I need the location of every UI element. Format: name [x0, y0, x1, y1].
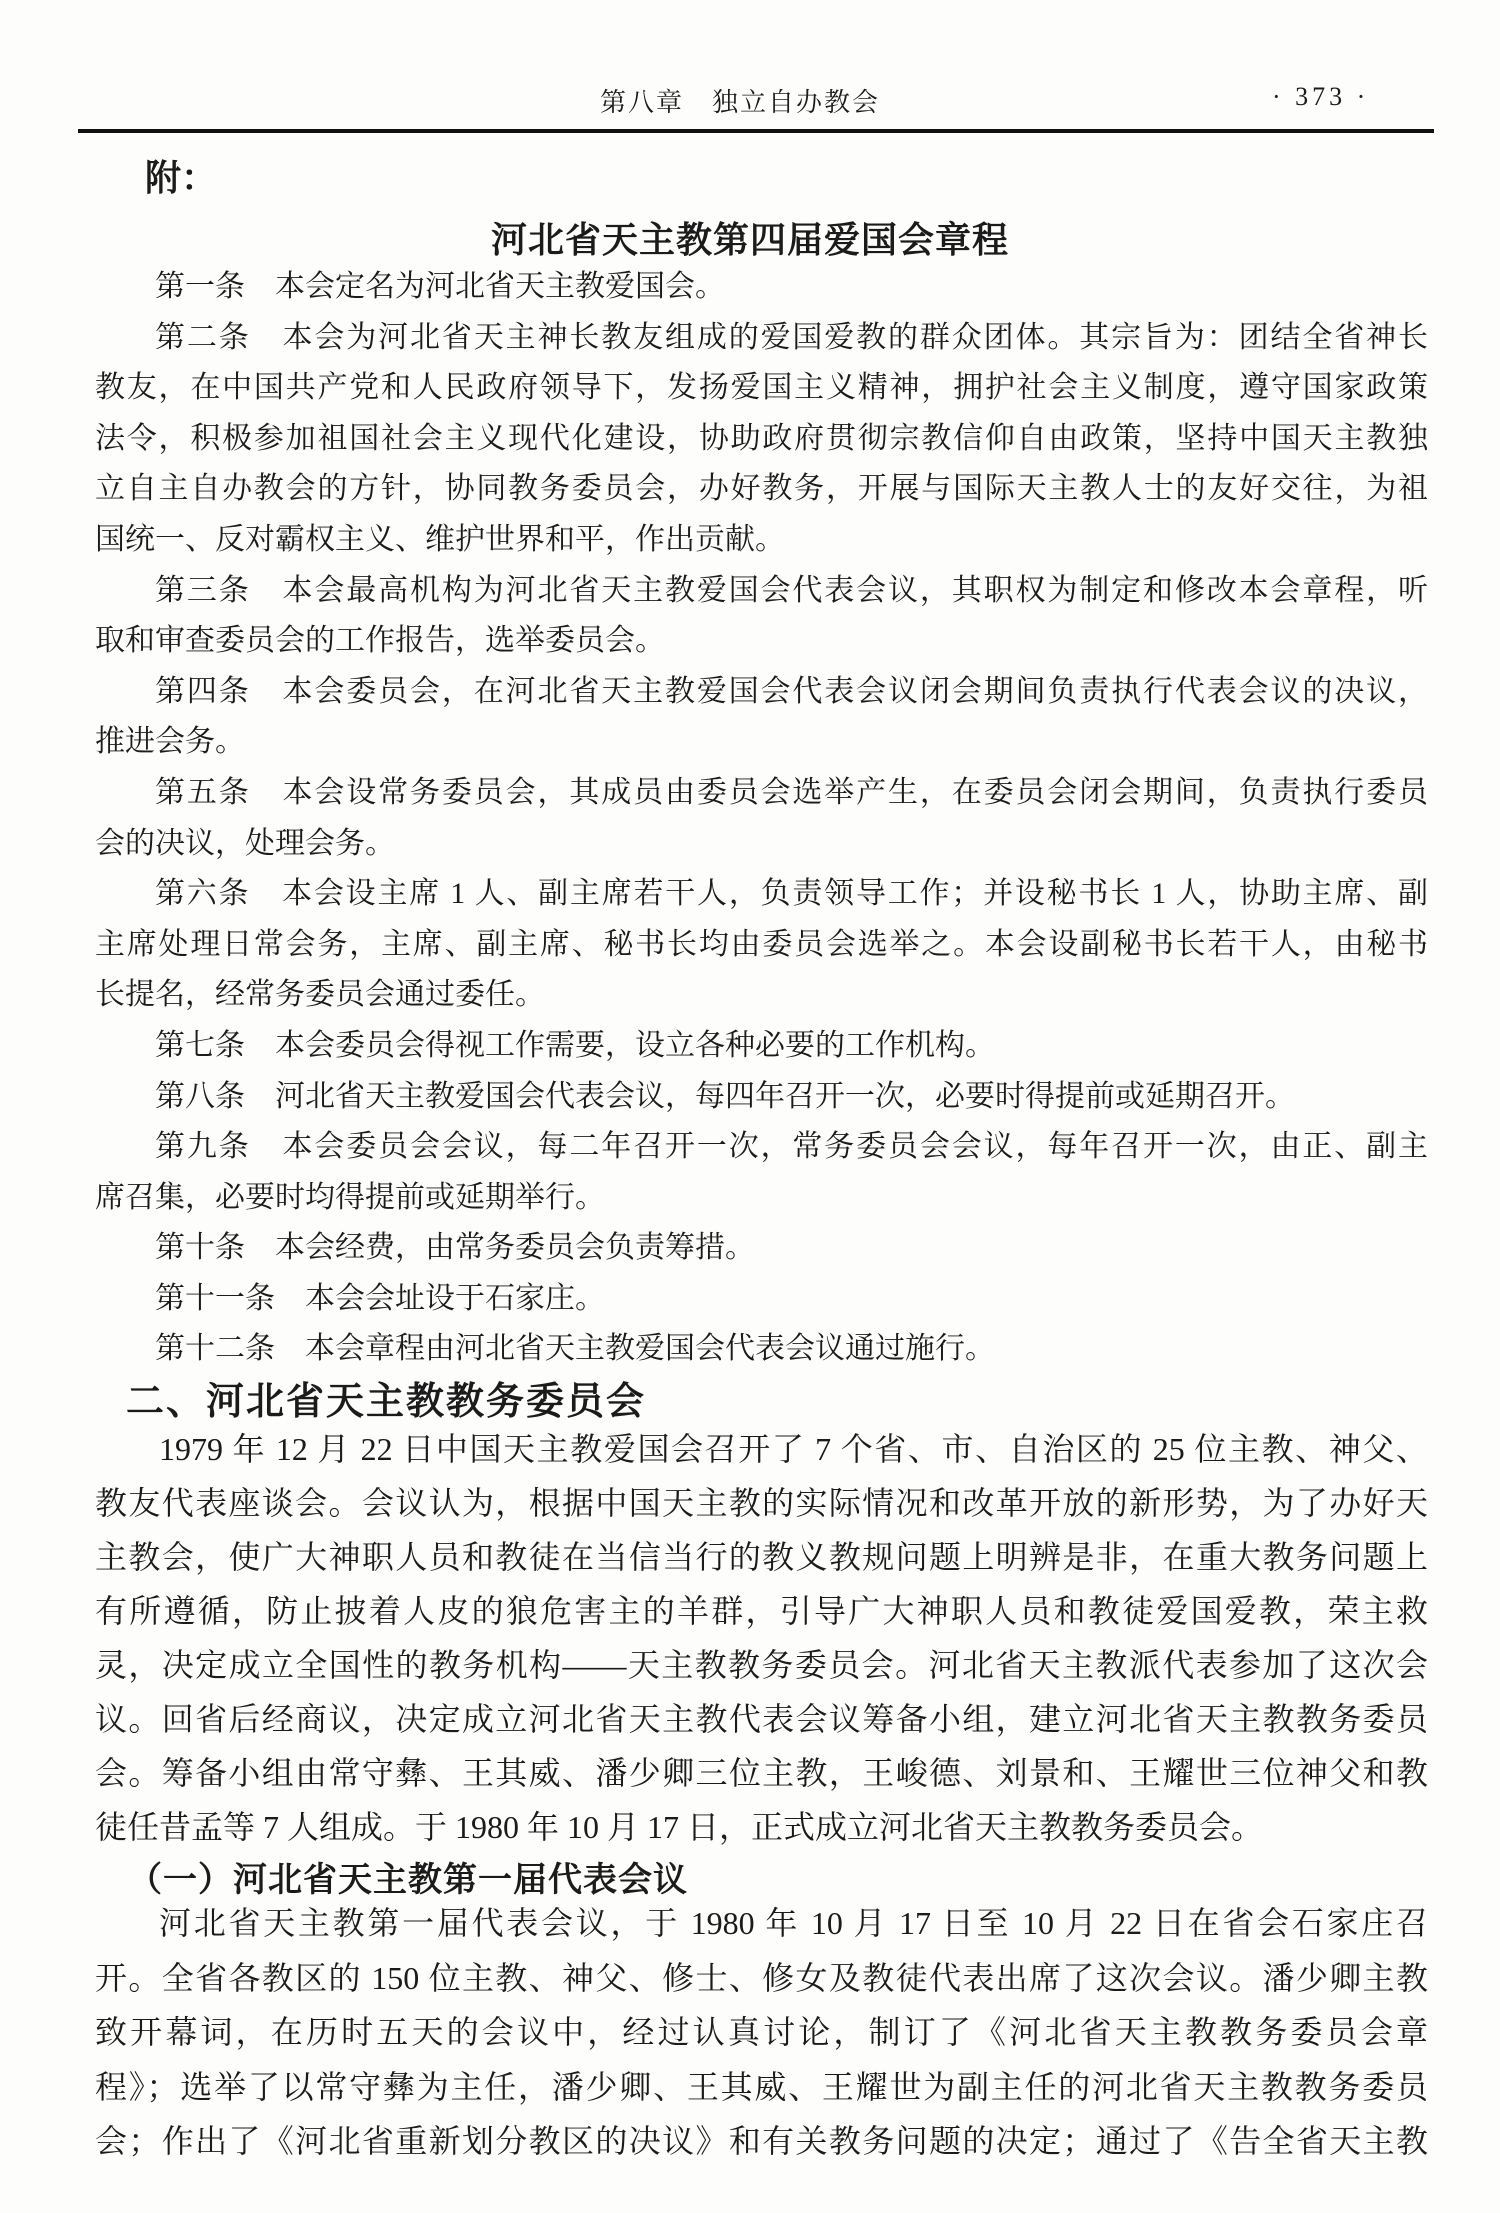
text-line: 取和审查委员会的工作报告，选举委员会。 — [95, 624, 665, 658]
text-line: 开。全省各教区的 150 位主教、神父、修士、修女及教徒代表出席了这次会议。潘少卿主教 — [95, 1959, 1428, 1996]
text-line: 第四条 本会委员会，在河北省天主教爱国会代表会议闭会期间负责执行代表会议的决议， — [155, 674, 1428, 708]
text-line: 第二条 本会为河北省天主神长教友组成的爱国爱教的群众团体。其宗旨为：团结全省神长 — [155, 320, 1428, 354]
section2-body — [95, 1422, 1428, 1854]
charter-title: 河北省天主教第四届爱国会章程 — [490, 219, 1009, 260]
text-line: 会；作出了《河北省重新划分教区的决议》和有关教务问题的决定；通过了《告全省天主教 — [95, 2123, 1428, 2159]
page-number: · 373 · — [1272, 82, 1370, 111]
text-line: 教友，在中国共产党和人民政府领导下，发扬爱国主义精神，拥护社会主义制度，遵守国家政策 — [95, 371, 1428, 405]
text-line: 第八条 河北省天主教爱国会代表会议，每四年召开一次，必要时得提前或延期召开。 — [155, 1079, 1295, 1113]
running-head-chapter: 第八章 独立自办教会 — [600, 88, 881, 117]
text-line: 第一条 本会定名为河北省天主教爱国会。 — [155, 270, 725, 303]
text-line: 第五条 本会设常务委员会，其成员由委员会选举产生，在委员会闭会期间，负责执行委员 — [155, 775, 1428, 809]
text-line: 议。回省后经商议，决定成立河北省天主教代表会议筹备小组，建立河北省天主教教务委员 — [95, 1701, 1428, 1737]
header-rule — [78, 129, 1434, 133]
text-line: 第十条 本会经费，由常务委员会负责筹措。 — [155, 1231, 755, 1265]
text-line: 河北省天主教第一届代表会议，于 1980 年 10 月 17 日至 10 月 22 日在省会石家庄召 — [159, 1905, 1428, 1941]
text-line: 第十一条 本会会址设于石家庄。 — [155, 1281, 605, 1315]
text-line: 有所遵循，防止披着人皮的狼危害主的羊群，引导广大神职人员和教徒爱国爱教，荣主救 — [95, 1593, 1428, 1629]
text-line: 教友代表座谈会。会议认为，根据中国天主教的实际情况和改革开放的新形势，为了办好天 — [95, 1485, 1428, 1521]
text-line: 1979 年 12 月 22 日中国天主教爱国会召开了 7 个省、市、自治区的 25 位主教、神父、 — [159, 1431, 1428, 1467]
text-line: 国统一、反对霸权主义、维护世界和平，作出贡献。 — [95, 522, 785, 556]
text-line: 会的决议，处理会务。 — [95, 826, 395, 860]
text-line: 灵，决定成立全国性的教务机构——天主教教务委员会。河北省天主教派代表参加了这次会 — [95, 1647, 1428, 1683]
subsection-heading-first-congress: （一）河北省天主教第一届代表会议 — [128, 1861, 688, 1899]
section-heading-jiaowu-committee: 二、河北省天主教教务委员会 — [126, 1381, 647, 1423]
text-line: 长提名，经常务委员会通过委任。 — [95, 978, 545, 1012]
text-line: 主教会，使广大神职人员和教徒在当信当行的教义教规问题上明辨是非，在重大教务问题上 — [95, 1539, 1428, 1575]
text-line: 致开幕词，在历时五天的会议中，经过认真讨论，制订了《河北省天主教教务委员会章 — [95, 2014, 1428, 2050]
text-line: 席召集，必要时均得提前或延期举行。 — [95, 1180, 605, 1214]
text-line: 第七条 本会委员会得视工作需要，设立各种必要的工作机构。 — [155, 1028, 995, 1062]
text-line: 第六条 本会设主席 1 人、副主席若干人，负责领导工作；并设秘书长 1 人，协助主席、副 — [155, 877, 1428, 911]
charter-body — [95, 262, 1428, 1375]
text-line: 会。筹备小组由常守彝、王其威、潘少卿三位主教，王峻德、刘景和、王耀世三位神父和教 — [95, 1755, 1428, 1791]
text-line: 法令，积极参加祖国社会主义现代化建设，协助政府贯彻宗教信仰自由政策，坚持中国天主教独 — [95, 421, 1428, 455]
text-line: 第十二条 本会章程由河北省天主教爱国会代表会议通过施行。 — [155, 1332, 995, 1366]
text-line: 程》；选举了以常守彝为主任，潘少卿、王其威、王耀世为副主任的河北省天主教教务委员 — [95, 2068, 1428, 2105]
section3-body — [95, 1896, 1428, 2169]
text-line: 主席处理日常会务，主席、副主席、秘书长均由委员会选举之。本会设副秘书长若干人，由秘书 — [95, 927, 1428, 961]
text-line: 第三条 本会最高机构为河北省天主教爱国会代表会议，其职权为制定和修改本会章程，听 — [155, 573, 1428, 607]
appendix-label: 附： — [145, 157, 218, 198]
text-line: 推进会务。 — [95, 725, 245, 759]
text-line: 第九条 本会委员会会议，每二年召开一次，常务委员会会议，每年召开一次，由正、副主 — [155, 1130, 1428, 1164]
text-line: 立自主自办教会的方针，协同教务委员会，办好教务，开展与国际天主教人士的友好交往，为祖 — [95, 472, 1428, 506]
text-line: 徒任昔孟等 7 人组成。于 1980 年 10 月 17 日，正式成立河北省天主教教务委员会。 — [95, 1809, 1264, 1845]
